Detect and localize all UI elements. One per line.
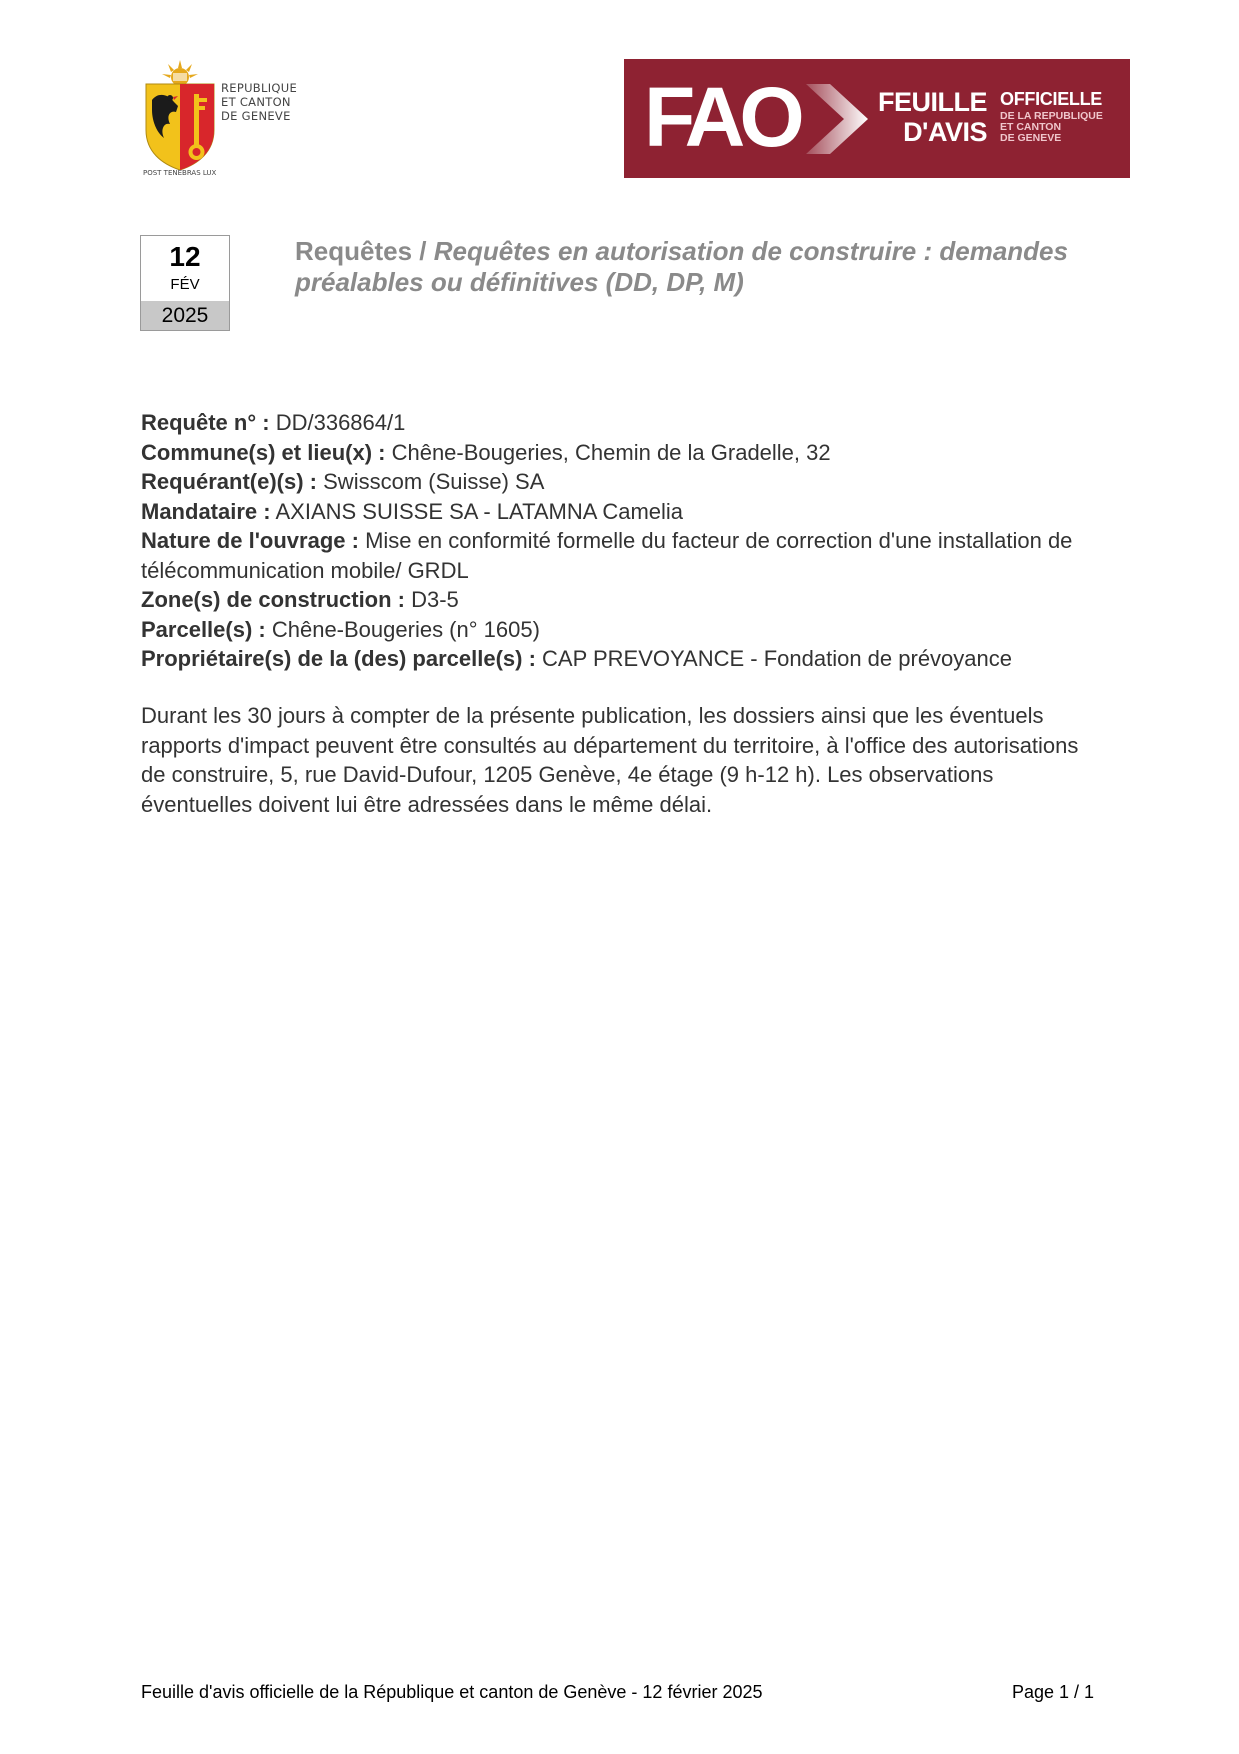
field-label: Nature de l'ouvrage :: [141, 528, 359, 553]
crest-line-2: ET CANTON: [221, 95, 291, 109]
field-label: Requérant(e)(s) :: [141, 469, 318, 494]
date-year: 2025: [141, 301, 229, 330]
date-day: 12: [169, 241, 201, 272]
fao-officielle: OFFICIELLE: [1000, 89, 1102, 109]
field-value: D3-5: [405, 587, 459, 612]
field-label: Commune(s) et lieu(x) :: [141, 439, 386, 465]
field-requete: [141, 408, 1101, 438]
publication-date-box: [140, 235, 230, 331]
field-label: Parcelle(s) :: [141, 616, 266, 642]
fao-title-line-2: D'AVIS: [903, 117, 987, 147]
fao-sub-line-1: DE LA REPUBLIQUE: [1000, 110, 1103, 122]
field-parcelle: [141, 615, 1101, 645]
heading-category: Requêtes /: [295, 236, 434, 266]
date-month: FÉV: [170, 276, 200, 293]
field-label: Requête n° :: [141, 410, 270, 435]
field-value: Mise en conformité formelle du facteur de correction d'une installation de télécommunication mobile/ GRDL: [141, 528, 1073, 583]
field-proprietaire: [141, 644, 1101, 674]
fao-letters: FAO: [644, 70, 799, 164]
field-value: Chêne-Bougeries, Chemin de la Gradelle, 32: [385, 439, 831, 465]
fao-subtitle: [1000, 111, 1103, 144]
fao-title: [878, 87, 987, 147]
field-label: Propriétaire(s) de la (des) parcelle(s) :: [141, 646, 536, 671]
field-mandataire: [141, 497, 1101, 527]
page-number: Page 1 / 1: [1012, 1682, 1095, 1702]
consultation-notice: Durant les 30 jours à compter de la présente publication, les dossiers ainsi que les éventuels rapports d'impact peuvent être consultés au département du territoire, à l'office des autorisations de construire, 5, rue David-Dufour, 1205 Genève, 4e étage (9 h-12 h). Les observations éventuelles doivent lui être adressées dans le même délai.: [141, 703, 1079, 817]
crest-line-1: REPUBLIQUE: [221, 81, 298, 95]
fao-sub-line-3: DE GENEVE: [1000, 132, 1062, 144]
fao-sub-line-2: ET CANTON: [1000, 121, 1062, 133]
crest-text: [221, 81, 297, 123]
crest-line-3: DE GENEVE: [221, 109, 291, 123]
heading-subcategory: Requêtes en autorisation de construire : demandes préalables ou définitives (DD, DP, M): [295, 236, 1068, 297]
field-label: Zone(s) de construction :: [141, 587, 405, 612]
crest-motto: POST TENEBRAS LUX: [143, 169, 217, 177]
field-commune: [141, 438, 1101, 468]
field-nature: [141, 526, 1101, 585]
field-requerant: [141, 467, 1101, 497]
field-value: DD/336864/1: [269, 410, 406, 435]
footer-publication-info: Feuille d'avis officielle de la République et canton de Genève - 12 février 2025: [141, 1682, 763, 1702]
field-value: AXIANS SUISSE SA - LATAMNA Camelia: [270, 498, 684, 524]
field-zone: [141, 585, 1101, 615]
field-label: Mandataire :: [141, 498, 271, 524]
fao-title-line-1: FEUILLE: [878, 87, 987, 117]
fao-logo-banner: [624, 59, 1130, 178]
chevron-right-icon: [802, 84, 872, 154]
field-value: Swisscom (Suisse) SA: [317, 469, 545, 494]
geneva-coat-of-arms-icon: [140, 60, 220, 180]
field-value: Chêne-Bougeries (n° 1605): [265, 616, 540, 642]
page-title: [295, 236, 1115, 298]
field-value: CAP PREVOYANCE - Fondation de prévoyance: [535, 646, 1012, 671]
request-details: [141, 408, 1101, 674]
